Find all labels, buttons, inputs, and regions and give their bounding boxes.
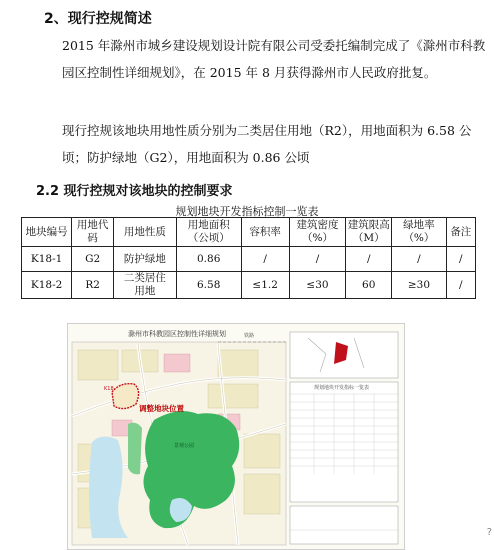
title-block <box>290 506 398 544</box>
park-label: 景观公园 <box>174 443 195 449</box>
table-cell: 防护绿地 <box>114 247 177 272</box>
header-remarks: 备注 <box>446 218 475 247</box>
table-cell: ≤1.2 <box>241 272 289 299</box>
header-density: 建筑密度（%） <box>289 218 345 247</box>
parcel-code-label: K18 <box>104 386 114 392</box>
table-cell: / <box>392 247 446 272</box>
header-green-rate: 绿地率（%） <box>392 218 446 247</box>
table-cell: 二类居住用地 <box>114 272 177 299</box>
subsection-heading: 2.2 现行控规对该地块的控制要求 <box>36 184 233 199</box>
page-edge-glyph: ? <box>486 527 492 538</box>
green-strip <box>128 423 142 475</box>
header-far: 容积率 <box>241 218 289 247</box>
table-cell: ≥30 <box>392 272 446 299</box>
table-cell: R2 <box>72 272 114 299</box>
table-cell: 6.58 <box>176 272 241 299</box>
header-land-code: 用地代码 <box>72 218 114 247</box>
development-index-table <box>21 217 476 299</box>
paragraph-land-use: 现行控规该地块用地性质分别为二类居住用地（R2），用地面积为 6.58 公顷；防护绿地（G2），用地面积为 0.86 公顷 <box>62 123 472 165</box>
table-cell: / <box>289 247 345 272</box>
table-cell: K18-1 <box>22 247 72 272</box>
table-cell: / <box>446 272 475 299</box>
table-cell: ≤30 <box>289 272 345 299</box>
table-cell: / <box>346 247 392 272</box>
railway-label: 铁路 <box>244 333 255 339</box>
table-cell: 0.86 <box>176 247 241 272</box>
paragraph-plan-history: 2015 年滁州市城乡建设规划设计院有限公司受委托编制完成了《滁州市科教园区控制性详细规划》，在 2015 年 8 月获得滁州市人民政府批复。 <box>62 38 486 80</box>
header-height-limit: 建筑限高（M） <box>346 218 392 247</box>
adjustment-location-label: 调整地块位置 <box>139 404 184 413</box>
table-cell: / <box>241 247 289 272</box>
table-row <box>22 247 476 272</box>
plan-map-drawing <box>68 324 404 549</box>
table-row <box>22 272 476 299</box>
table-header-row <box>22 218 476 247</box>
header-area: 用地面积（公顷） <box>176 218 241 247</box>
plan-map-title: 滁州市科教园区控制性详细规划 <box>128 330 226 338</box>
table-cell: G2 <box>72 247 114 272</box>
table-title: 规划地块开发指标控制一览表 <box>175 205 319 218</box>
table-cell: / <box>446 247 475 272</box>
section-heading: 2、现行控规简述 <box>44 11 152 27</box>
table-cell: K18-2 <box>22 272 72 299</box>
regulatory-plan-map <box>67 323 405 550</box>
table-cell: 60 <box>346 272 392 299</box>
legend-title: 规划地块开发指标一览表 <box>314 385 370 391</box>
header-parcel-id: 地块编号 <box>22 218 72 247</box>
header-land-use: 用地性质 <box>114 218 177 247</box>
